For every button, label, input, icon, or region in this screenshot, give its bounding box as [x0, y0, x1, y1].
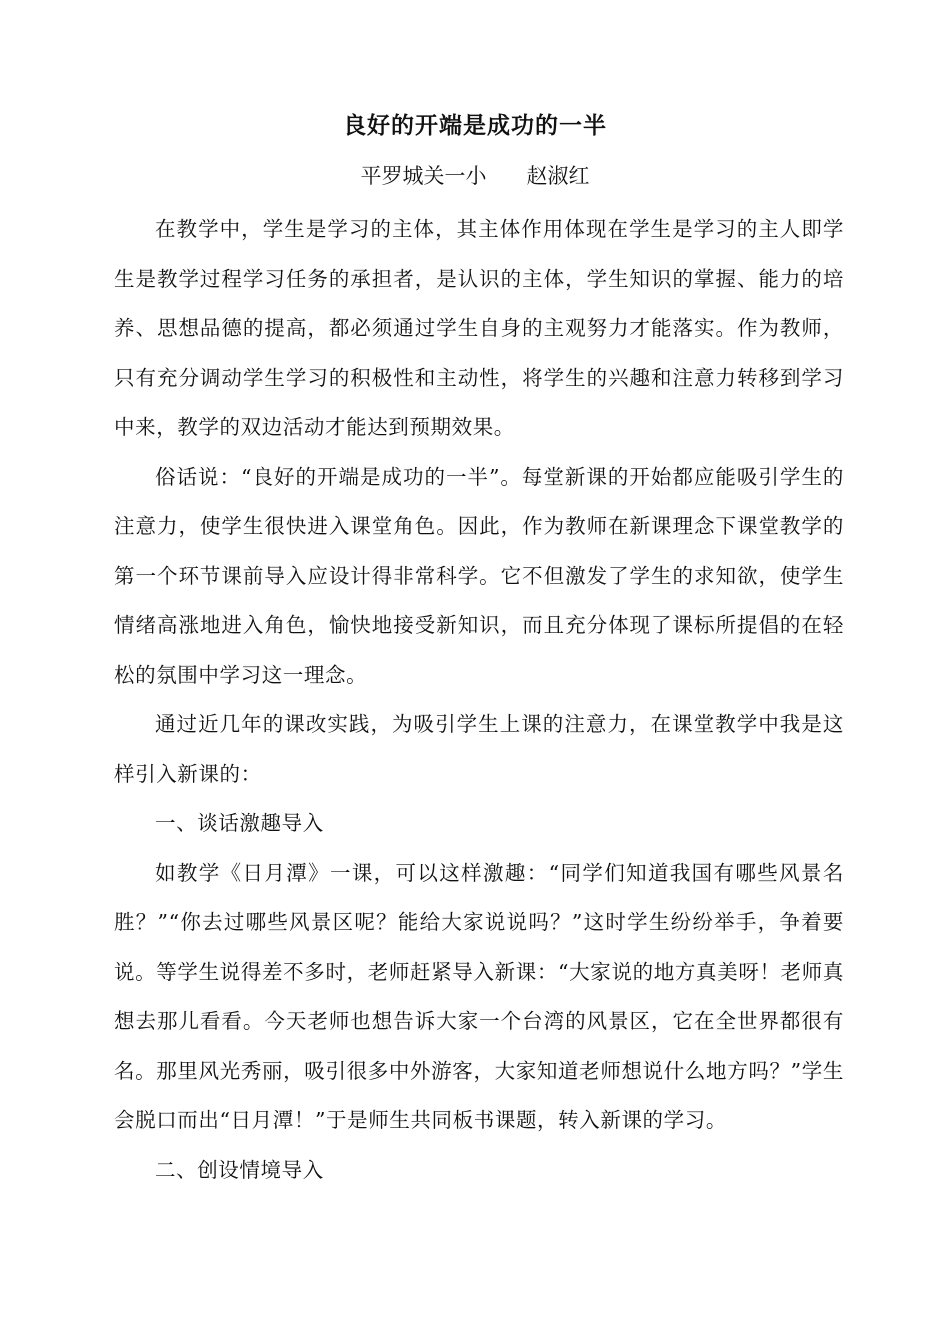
- section-heading-1: 一、谈话激趣导入: [155, 811, 324, 835]
- section-heading-2: 二、创设情境导入: [155, 1157, 324, 1182]
- paragraph-saying: 俗话说：“良好的开端是成功的一半”。每堂新课的开始都应能吸引学生的注意力，使学生很快进入课堂角色。因此，作为教师在新课理念下课堂教学的第一个环节课前导入应设计得非常科学。它不但激发了学生的求知欲，使学生情绪高涨地进入角色，愉快地接受新知识，而且充分体现了课标所提倡的在轻松的氛围中学习这一理念。: [114, 464, 844, 687]
- paragraph-practice: 通过近几年的课改实践，为吸引学生上课的注意力，在课堂教学中我是这样引入新课的：: [114, 712, 844, 786]
- paragraph-example: 如教学《日月潭》一课，可以这样激趣：“同学们知道我国有哪些风景名胜？”“你去过哪些风景区呢？能给大家说说吗？”这时学生纷纷举手，争着要说。等学生说得差不多时，老师赶紧导入新课：“大家说的地方真美呀！老师真想去那儿看看。今天老师也想告诉大家一个台湾的风景区，它在全世界都很有名。那里风光秀丽，吸引很多中外游客，大家知道老师想说什么地方吗？”学生会脱口而出“日月潭！”于是师生共同板书课题，转入新课的学习。: [114, 860, 844, 1132]
- school-name: 平罗城关一小: [360, 164, 487, 188]
- author-line: [0, 160, 950, 192]
- paragraph-intro: 在教学中，学生是学习的主体，其主体作用体现在学生是学习的主人即学生是教学过程学习任务的承担者，是认识的主体，学生知识的掌握、能力的培养、思想品德的提高，都必须通过学生自身的主观努力才能落实。作为教师，只有充分调动学生学习的积极性和主动性，将学生的兴趣和注意力转移到学习中来，教学的双边活动才能达到预期效果。: [114, 217, 844, 439]
- document-title: 良好的开端是成功的一半: [343, 112, 607, 139]
- author-name: 赵淑红: [526, 164, 590, 188]
- document-body: [114, 205, 844, 1195]
